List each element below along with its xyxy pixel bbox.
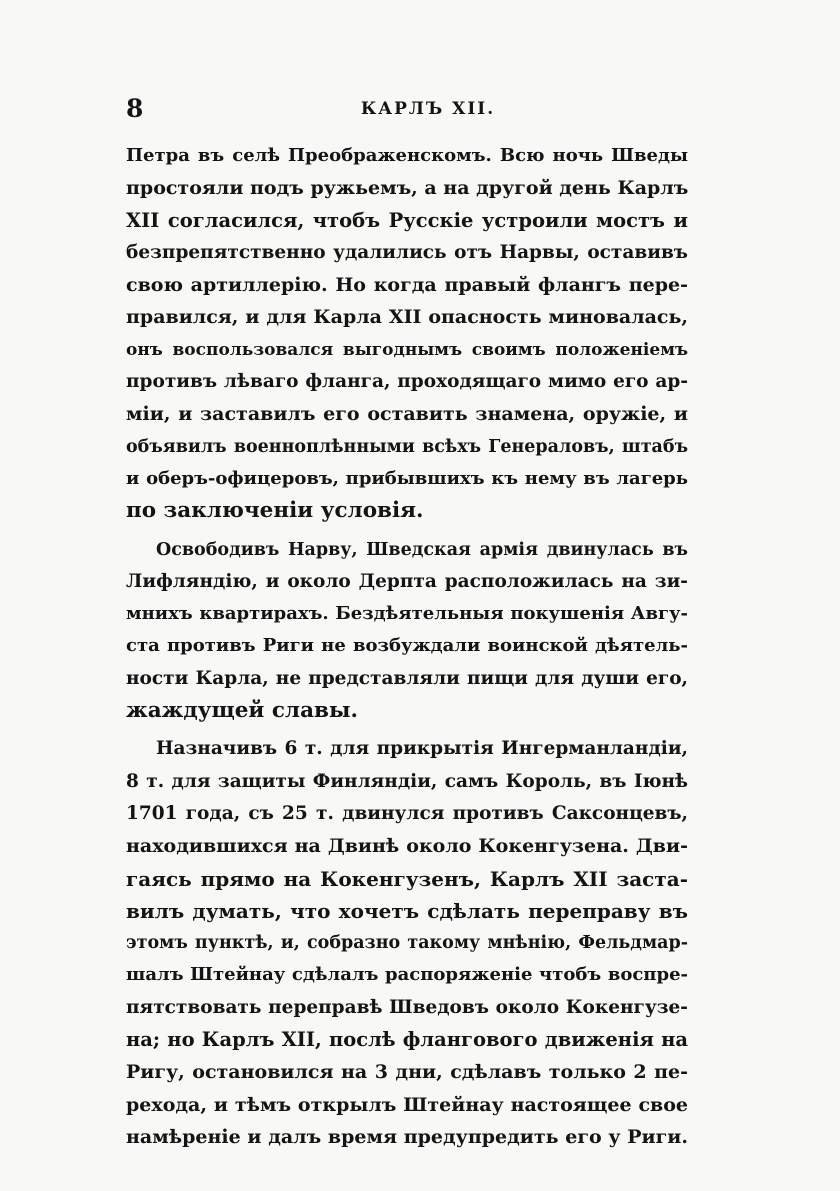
text-line: шалъ Штейнау сдѣлалъ распоряженіе чтобъ воспре- (126, 964, 688, 986)
text-line: XII согласился, чтобъ Русскіе устроили мостъ и (126, 208, 688, 232)
page-number: 8 (126, 94, 144, 123)
text-line: этомъ пунктѣ, и, собразно такому мнѣнію, Фельдмар- (126, 933, 688, 954)
text-line: правился, и для Карла XII опасность миновалась, (126, 306, 688, 329)
text-line: Лифляндію, и около Дерпта расположилась на зи- (126, 570, 688, 592)
text-line: на; но Карлъ XII, послѣ флангового движенія на (126, 1028, 688, 1052)
text-line: пятствовать переправѣ Шведовъ около Кокенгузе- (126, 996, 688, 1018)
text-line: и оберъ-офицеровъ, прибывшихъ къ нему въ лагерь (126, 467, 688, 489)
text-line: объявилъ военноплѣнными всѣхъ Генераловъ, штабъ (126, 436, 688, 457)
text-line: 8 т. для защиты Финляндіи, самъ Король, въ Іюнѣ (126, 770, 688, 792)
text-line: вилъ думать, что хочетъ сдѣлать переправу въ (126, 898, 688, 923)
text-line: гаясь прямо на Кокенгузенъ, Карлъ XII заста- (126, 866, 688, 891)
text-line: жаждущей славы. (126, 698, 358, 724)
text-line: противъ лѣваго фланга, проходящаго мимо его ар- (126, 371, 688, 393)
text-line: Назначивъ 6 т. для прикрытія Ингерманландіи, (156, 738, 688, 760)
text-line: безпрепятственно удалились отъ Нарвы, оставивъ (126, 241, 688, 263)
text-line: намѣреніе и далъ время предупредить его у Риги. (126, 1125, 688, 1148)
text-line: простояли подъ ружьемъ, а на другой день Карлъ (126, 177, 688, 200)
text-line: свою артиллерію. Но когда правый флангъ пере- (126, 274, 688, 297)
text-line: находившихся на Двинѣ около Кокенгузена. Дви- (126, 835, 688, 858)
text-line: рехода, и тѣмъ открылъ Штейнау настоящее свое (126, 1093, 688, 1116)
page-header (126, 94, 688, 124)
text-line: мнихъ квартирахъ. Бездѣятельныя покушенія Авгу- (126, 603, 688, 625)
text-line: ности Карла, не представляли пищи для души его, (126, 667, 688, 689)
text-line: 1701 года, съ 25 т. двинулся противъ Саксонцевъ, (126, 802, 688, 824)
text-line: Ригу, остановился на 3 дни, сдѣлавъ только 2 пе- (126, 1061, 688, 1084)
text-line: Петра въ селѣ Преображенскомъ. Всю ночь Шведы (126, 145, 688, 166)
text-line: по заключеніи условія. (126, 498, 424, 524)
text-line: онъ воспользовался выгоднымъ своимъ положеніемъ (126, 339, 688, 360)
text-line: міи, и заставилъ его оставить знамена, оружіе, и (126, 403, 688, 426)
running-title: КАРЛЪ XII. (360, 99, 496, 119)
text-line: ста противъ Риги не возбуждали воинской дѣятель- (126, 635, 688, 657)
body-text (126, 140, 688, 1153)
text-line: Освободивъ Нарву, Шведская армія двинулась въ (156, 539, 688, 560)
